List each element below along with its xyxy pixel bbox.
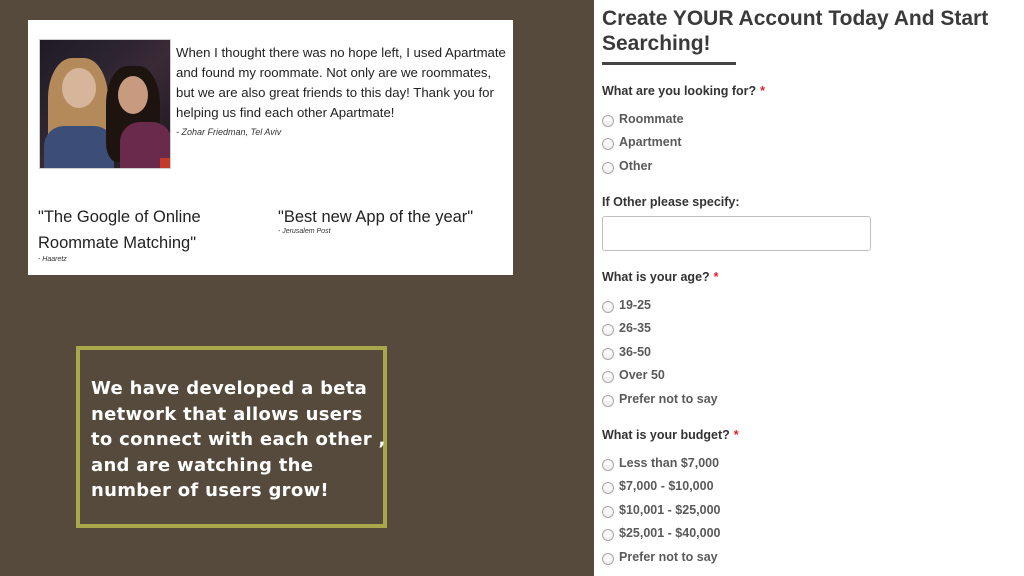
radio-button[interactable]: [602, 482, 614, 494]
press-quote-jerusalem-post: "Best new App of the year": [278, 208, 474, 226]
radio-button[interactable]: [602, 553, 614, 565]
radio-button[interactable]: [602, 348, 614, 360]
radio-label: 36-50: [619, 345, 651, 359]
question-other-specify: If Other please specify:: [602, 195, 740, 209]
testimonial-photo: [39, 39, 171, 169]
radio-apartment[interactable]: [602, 133, 682, 151]
radio-button[interactable]: [602, 506, 614, 518]
required-marker: *: [713, 270, 719, 284]
testimonial-author: - Zohar Friedman, Tel Aviv: [176, 127, 282, 137]
required-marker: *: [733, 428, 739, 442]
radio-button[interactable]: [602, 371, 614, 383]
radio-label: $7,000 - $10,000: [619, 479, 714, 493]
radio-label: 26-35: [619, 321, 651, 335]
radio-button[interactable]: [602, 162, 614, 174]
info-box: [76, 346, 387, 528]
radio-budget-7000-10000[interactable]: [602, 477, 714, 495]
radio-label: Other: [619, 159, 653, 173]
radio-label: $25,001 - $40,000: [619, 526, 721, 540]
radio-label: Prefer not to say: [619, 550, 718, 564]
other-specify-input[interactable]: [602, 216, 871, 251]
radio-button[interactable]: [602, 138, 614, 150]
testimonial-card: [28, 20, 513, 275]
question-budget: [602, 428, 739, 442]
radio-budget-under-7000[interactable]: [602, 454, 719, 472]
testimonial-quote: When I thought there was no hope left, I used Apartmate and found my roommate. Not only are we roommates, but we are also great friends to this day! Thank you for helping us find each other Apartmate!: [176, 45, 506, 120]
radio-label: Apartment: [619, 135, 682, 149]
radio-label: Less than $7,000: [619, 456, 720, 470]
radio-button[interactable]: [602, 395, 614, 407]
radio-age-19-25[interactable]: [602, 296, 651, 314]
radio-button[interactable]: [602, 301, 614, 313]
radio-label: 19-25: [619, 298, 651, 312]
radio-age-over-50[interactable]: [602, 366, 665, 384]
press-source-haaretz: - Haaretz: [38, 256, 67, 263]
radio-label: Prefer not to say: [619, 392, 718, 406]
radio-other[interactable]: [602, 157, 652, 175]
radio-age-26-35[interactable]: [602, 319, 651, 337]
radio-button[interactable]: [602, 529, 614, 541]
form-title: Create YOUR Account Today And Start Searching!: [602, 7, 989, 55]
press-quote-haaretz: "The Google of Online Roommate Matching": [38, 208, 201, 252]
radio-budget-prefer-not[interactable]: [602, 548, 718, 566]
radio-button[interactable]: [602, 459, 614, 471]
press-source-jerusalem-post: - Jerusalem Post: [278, 228, 331, 235]
required-marker: *: [760, 84, 766, 98]
radio-button[interactable]: [602, 115, 614, 127]
question-budget-label: What is your budget?: [602, 428, 730, 442]
radio-label: Roommate: [619, 112, 684, 126]
radio-age-36-50[interactable]: [602, 343, 651, 361]
question-looking-for: [602, 84, 765, 98]
question-age-label: What is your age?: [602, 270, 710, 284]
question-age: [602, 270, 719, 284]
radio-roommate[interactable]: [602, 110, 684, 128]
radio-label: Over 50: [619, 368, 665, 382]
question-looking-for-label: What are you looking for?: [602, 84, 757, 98]
radio-budget-25001-40000[interactable]: [602, 524, 720, 542]
radio-budget-10001-25000[interactable]: [602, 501, 720, 519]
radio-label: $10,001 - $25,000: [619, 503, 721, 517]
title-divider: [602, 62, 736, 65]
signup-form: [594, 0, 1024, 576]
radio-button[interactable]: [602, 324, 614, 336]
radio-age-prefer-not[interactable]: [602, 390, 718, 408]
info-text: We have developed a beta network that allows users to connect with each other , and are watching the number of users grow!: [91, 378, 386, 501]
